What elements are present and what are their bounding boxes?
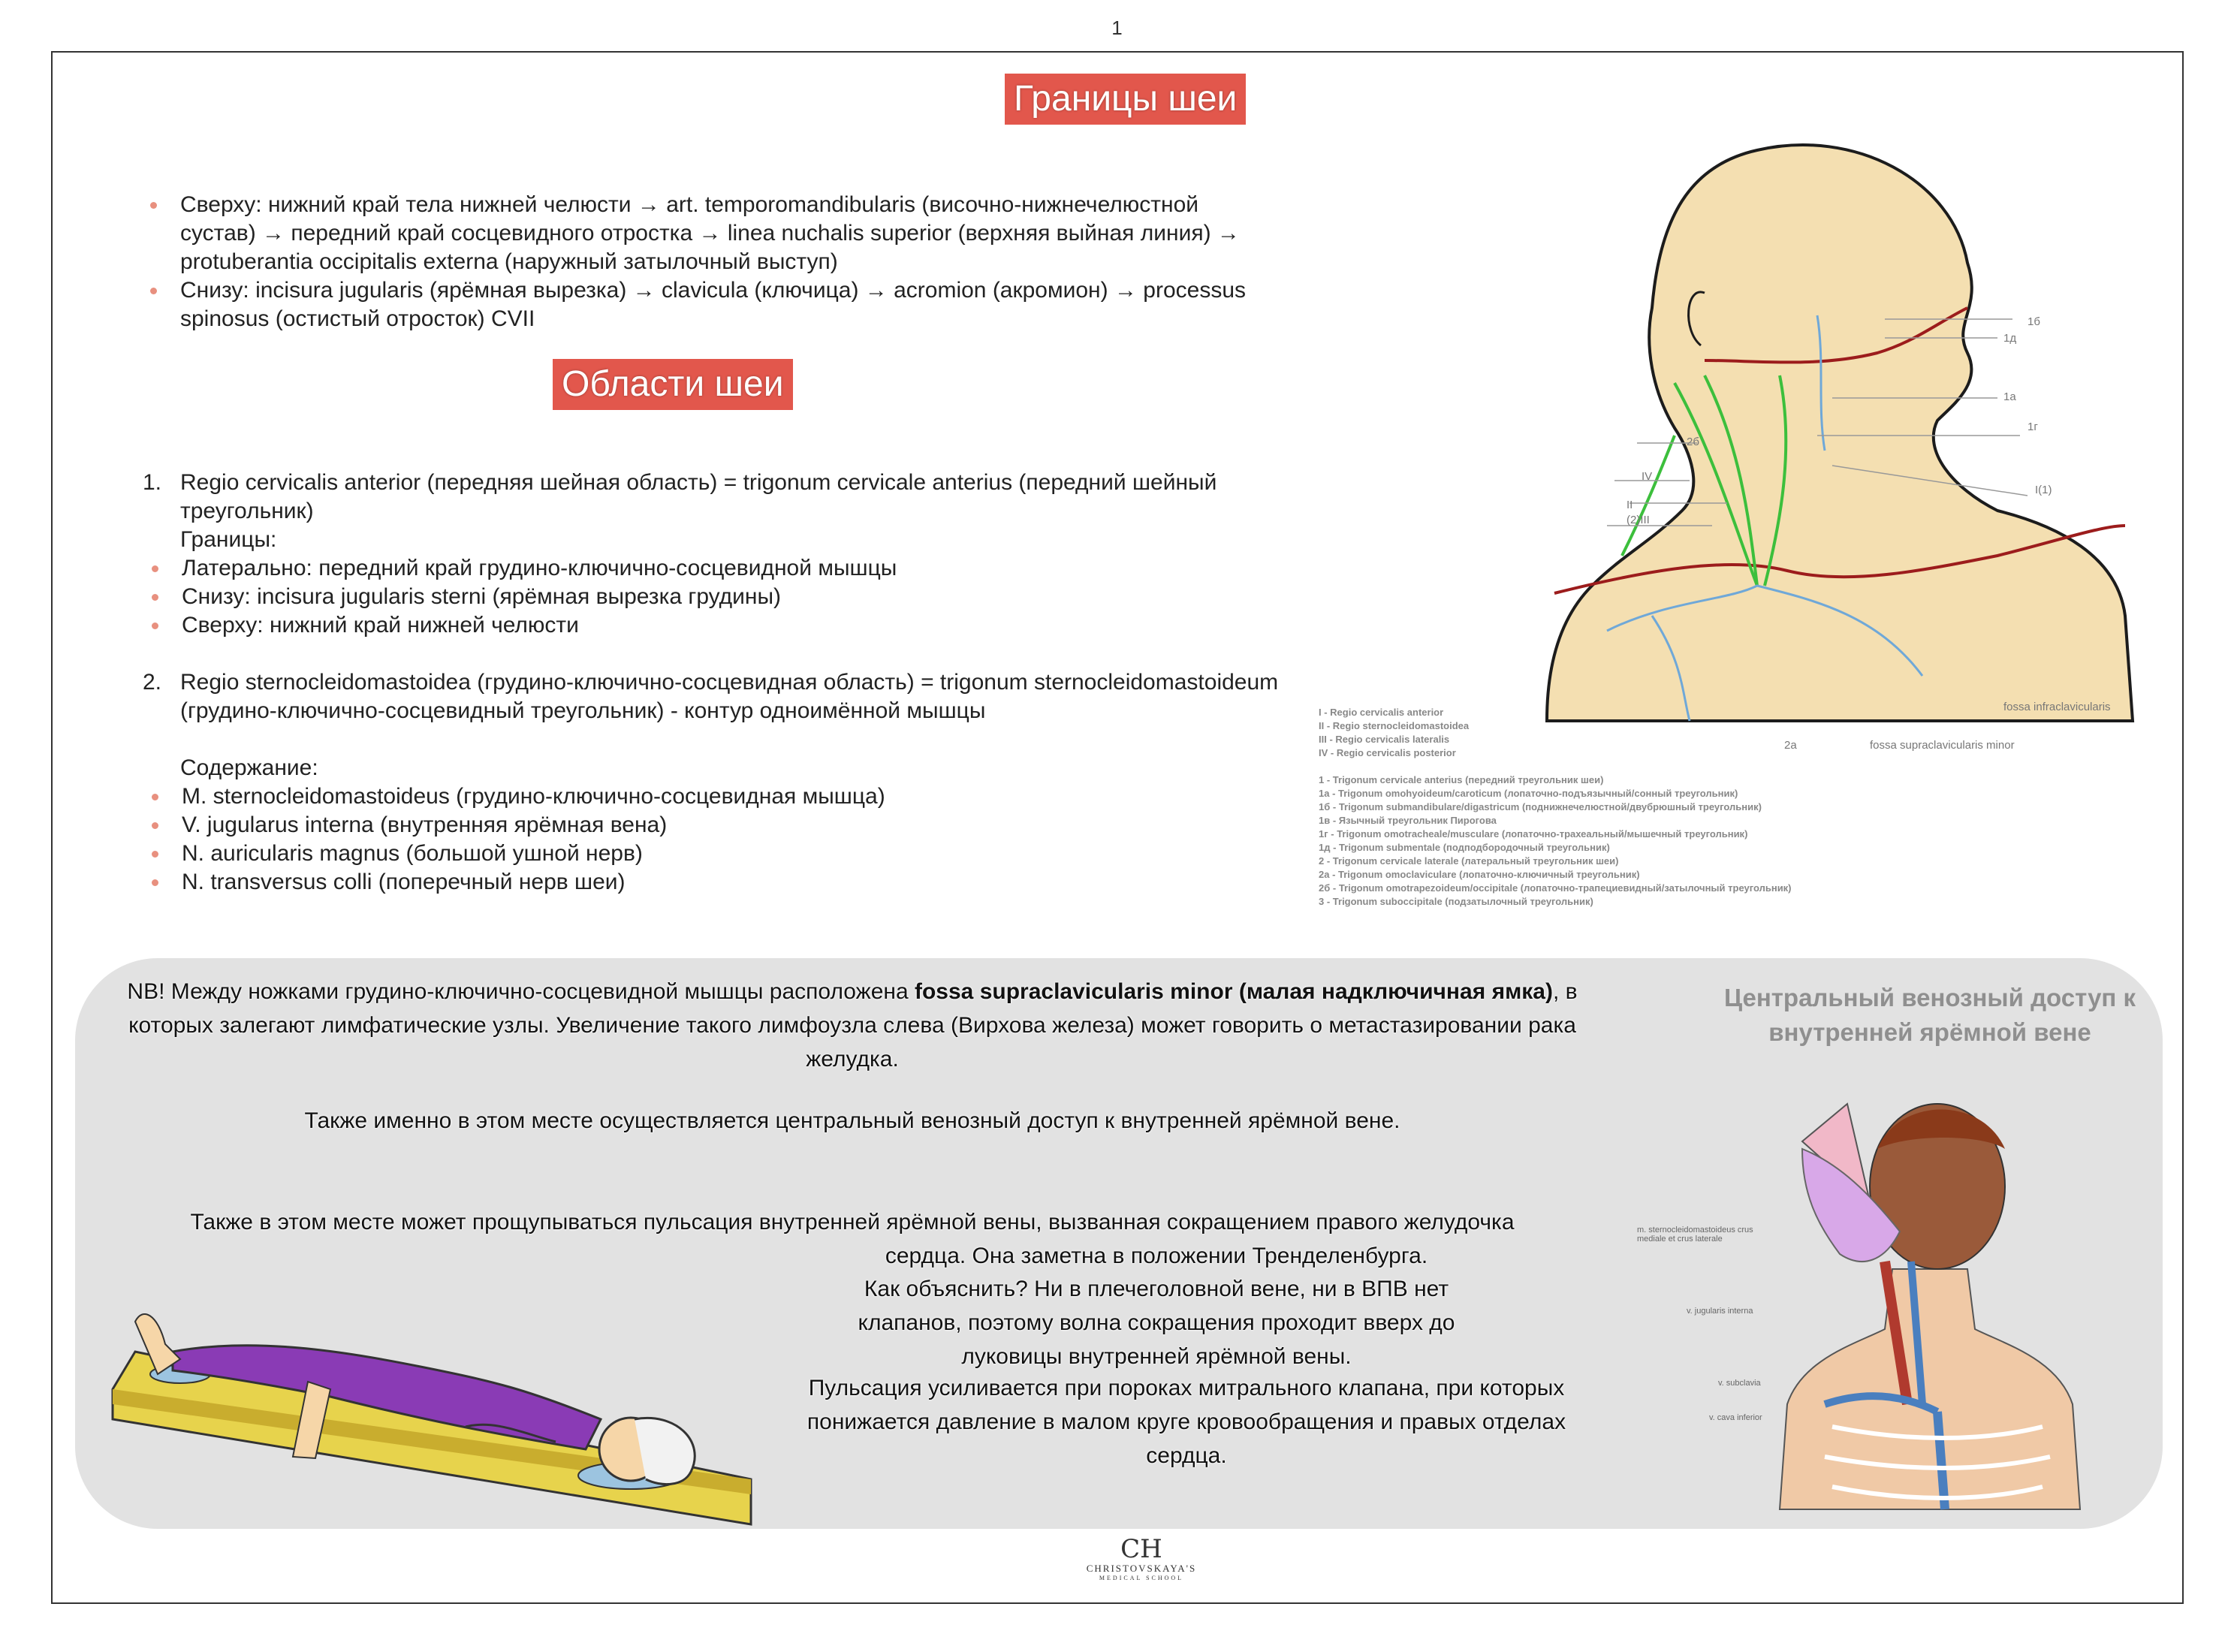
fig-label-1g: 1г xyxy=(2027,421,2038,433)
nb-suffix: , в которых залегают лимфатические узлы. Увеличение такого лимфоузла слева (Вирхова железа) может говорить о метастазировании рака желудка. xyxy=(128,979,1578,1072)
legend-line: 2а - Trigonum omoclaviculare (лопаточно-ключичный треугольник) xyxy=(1319,869,1640,880)
region-2-text: Regio sternocleidomastoidea (грудино-ключично-сосцевидная область) = trigonum sternocleidomastoideum (грудино-ключично-сосцевидный треугольник) - контур одноимённой мышцы xyxy=(180,670,1279,723)
nb-mitral-text: Пульсация усиливается при пороках митрального клапана, при которых понижается давление в малом круге кровообращения и правых отделах сердца. xyxy=(806,1376,1566,1468)
logo-name: CHRISTOVSKAYA'S xyxy=(1086,1563,1197,1574)
nb-bold-term: fossa supraclavicularis minor (малая надключичная ямка) xyxy=(914,979,1553,1004)
access-label-vsub: v. subclavia xyxy=(1718,1379,1761,1388)
neck-regions-illustration xyxy=(1532,135,2148,736)
legend-line: 1д - Trigonum submentale (подподбородочный треугольник) xyxy=(1319,842,1610,853)
region-2-bullet: N. auricularis magnus (большой ушной нерв) xyxy=(143,840,1284,868)
legend-line: 1а - Trigonum omohyoideum/caroticum (лопаточно-подъязычный/сонный треугольник) xyxy=(1319,788,1738,799)
borders-heading: Границы шеи xyxy=(1005,74,1246,125)
venous-access-illustration xyxy=(1757,1089,2103,1524)
fig-label-II: II xyxy=(1627,499,1633,511)
legend-line: 2 - Trigonum cervicale laterale (латеральный треугольник шеи) xyxy=(1319,855,1619,867)
trendelenburg-illustration xyxy=(105,1269,766,1539)
nb-pulse-line2: сердца. Она заметна в положении Тренделенбурга. xyxy=(885,1244,1428,1268)
legend-line: 2б - Trigonum omotrapezoideum/occipitale (лопаточно-трапециевидный/затылочный треугольник) xyxy=(1319,882,1792,894)
fig-label-IV: IV xyxy=(1642,470,1653,483)
region-2-bullet: N. transversus colli (поперечный нерв шеи) xyxy=(143,868,1284,897)
fig-label-fossa-infra: fossa infraclavicularis xyxy=(2003,701,2111,713)
neck-legend xyxy=(1319,706,1792,909)
region-item-1 xyxy=(143,469,1284,526)
regions-list xyxy=(143,469,1284,897)
access-label-vci: v. cava inferior xyxy=(1709,1413,1762,1422)
legend-line: 1в - Язычный треугольник Пирогова xyxy=(1319,815,1497,826)
logo-mark: CH xyxy=(1120,1534,1162,1564)
page-number: 1 xyxy=(1111,17,1123,39)
region-2-sublabel: Содержание: xyxy=(180,755,318,780)
nb-prefix: NB! Между ножками грудино-ключично-сосцевидной мышцы расположена xyxy=(127,979,915,1004)
legend-line: I - Regio cervicalis anterior xyxy=(1319,707,1444,718)
region-1-sublabel: Границы: xyxy=(180,527,277,552)
nb-explain-text: Как объяснить? Ни в плечеголовной вене, ни в ВПВ нет клапанов, поэтому волна сокращения проходит вверх до луковицы внутренней ярёмной вены. xyxy=(858,1277,1455,1369)
legend-line xyxy=(1319,760,1792,773)
school-logo xyxy=(1066,1536,1216,1581)
borders-list xyxy=(141,191,1275,333)
head-body-outline xyxy=(1547,145,2133,721)
region-2-bullet: V. jugularus interna (внутренняя ярёмная вена) xyxy=(143,811,1284,840)
fig-label-2a: 2а xyxy=(1784,739,1797,752)
legend-line: 1 - Trigonum cervicale anterius (передний треугольник шеи) xyxy=(1319,774,1604,785)
fig-label-2III: (2)III xyxy=(1627,514,1650,526)
access-label-vji: v. jugularis interna xyxy=(1687,1307,1753,1316)
fig-label-2b: 2б xyxy=(1687,436,1699,448)
logo-subtitle: MEDICAL SCHOOL xyxy=(1099,1575,1184,1581)
region-2-number: 2. xyxy=(143,670,162,695)
access-label-scm: m. sternocleidomastoideus crus mediale et crus laterale xyxy=(1637,1225,1753,1244)
border-bottom-item: Снизу: incisura jugularis (ярёмная вырезка) → clavicula (ключица) → acromion (акромион) → processus spinosus (остистый отросток) CVII xyxy=(141,276,1275,333)
legend-line: III - Regio cervicalis lateralis xyxy=(1319,734,1450,745)
region-2-bullet: M. sternocleidomastoideus (грудино-ключично-сосцевидная мышца) xyxy=(143,782,1284,811)
legend-line: 1б - Trigonum submandibulare/digastricum (поднижнечелюстной/двубрюшный треугольник) xyxy=(1319,801,1762,812)
region-1-bullet: Латерально: передний край грудино-ключично-сосцевидной мышцы xyxy=(143,554,1284,583)
nb-access-text: Также именно в этом месте осуществляется центральный венозный доступ к внутренней ярёмной вене. xyxy=(304,1108,1400,1133)
fig-label-I1: I(1) xyxy=(2035,484,2052,496)
legend-line: IV - Regio cervicalis posterior xyxy=(1319,747,1456,758)
nb-pulse-line1: Также в этом месте может прощупываться пульсация внутренней ярёмной вены, вызванная сокращением правого желудочка xyxy=(190,1210,1515,1234)
nb-paragraph xyxy=(105,975,1599,1076)
fig-label-1d: 1д xyxy=(2003,332,2017,345)
torso-outline xyxy=(1780,1269,2080,1509)
legend-line: 1г - Trigonum omotracheale/musculare (лопаточно-трахеальный/мышечный треугольник) xyxy=(1319,828,1748,840)
region-1-number: 1. xyxy=(143,470,162,495)
border-top-item: Сверху: нижний край тела нижней челюсти → art. temporomandibularis (височно-нижнечелюстной сустав) → передний край сосцевидного отростка → linea nuchalis superior (верхняя выйная линия) → protuberantia occipitalis externa (наружный затылочный выступ) xyxy=(141,191,1275,276)
cv-access-title: Центральный венозный доступ к внутренней ярёмной вене xyxy=(1723,984,2136,1046)
region-item-2 xyxy=(143,668,1284,725)
fig-label-1b: 1б xyxy=(2027,315,2040,328)
legend-line: II - Regio sternocleidomastoidea xyxy=(1319,720,1470,731)
fig-label-fossa-supra: fossa supraclavicularis minor xyxy=(1870,739,2015,752)
regions-heading: Области шеи xyxy=(553,359,793,410)
region-1-bullet: Сверху: нижний край нижней челюсти xyxy=(143,611,1284,640)
fig-label-1a: 1а xyxy=(2003,390,2016,403)
region-1-bullet: Снизу: incisura jugularis sterni (ярёмная вырезка грудины) xyxy=(143,583,1284,611)
legend-line: 3 - Trigonum suboccipitale (подзатылочный треугольник) xyxy=(1319,896,1593,907)
region-1-text: Regio cervicalis anterior (передняя шейная область) = trigonum cervicale anterius (передний шейный треугольник) xyxy=(180,470,1217,523)
